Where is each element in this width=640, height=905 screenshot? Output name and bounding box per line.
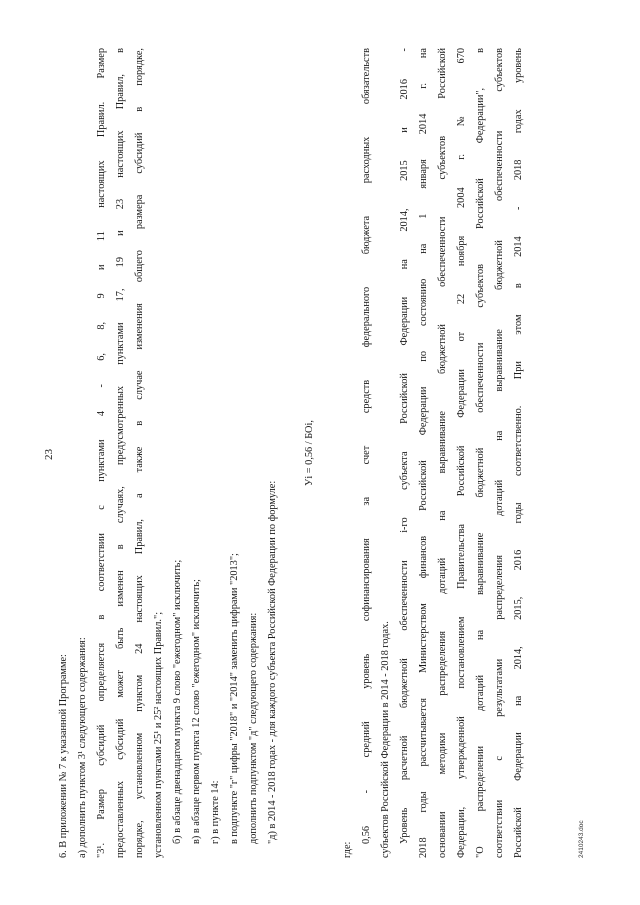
line-17: Уровень расчетной бюджетной обеспеченности i-го субъекта Российской Федерации на 2014, 2015 и 2016 - bbox=[399, 48, 410, 844]
line-4: предоставленных субсидий может быть изменен в случаях, предусмотренных пунктами 17, 19 и 23 настоящих Правил, в bbox=[115, 48, 126, 858]
line-15: 0,56 - средний уровень софинансирования за счет средств федерального бюджета расходных обязательств bbox=[361, 48, 372, 844]
line-16: субъектов Российской Федерации в 2014 - 2018 годах. bbox=[380, 621, 391, 858]
line-1: 6. В приложении № 7 к указанной Программе: bbox=[58, 654, 69, 858]
line-22: соответствии с результатами распределения дотаций на выравнивание бюджетной обеспеченности субъектов bbox=[494, 48, 505, 858]
formula: Уi = 0,56 / БОi, bbox=[304, 420, 315, 486]
line-21: "О распределении дотаций на выравнивание бюджетной обеспеченности субъектов Российской Федерации", в bbox=[475, 48, 486, 858]
line-9: г) в пункте 14: bbox=[210, 780, 221, 844]
line-7: б) в абзаце двенадцатом пункта 9 слово "ежегодном" исключить; bbox=[172, 559, 183, 844]
line-19: основании методики распределения дотаций на выравнивание бюджетной обеспеченности субъектов Российской bbox=[437, 48, 448, 858]
line-23: Российской Федерации на 2014, 2015, 2016 годы соответственно. При этом в 2014 - 2018 годах уровень bbox=[513, 48, 524, 858]
line-3: "3¹. Размер субсидий определяется в соответствии с пунктами 4 - 6, 8, 9 и 11 настоящих Правил. Размер bbox=[96, 48, 107, 858]
line-6: установленном пунктами 25¹ и 25² настоящих Правил."; bbox=[153, 611, 164, 858]
line-20: Федерации, утвержденной постановлением Правительства Российской Федерации от 22 ноября 2004 г. № 670 bbox=[456, 48, 467, 858]
document-id: 2410243.doc bbox=[578, 820, 585, 858]
line-2: а) дополнить пунктом 3¹ следующего содержания: bbox=[77, 637, 88, 858]
line-12: "д) в 2014 - 2018 годах - для каждого субъекта Российской Федерации по формуле: bbox=[267, 480, 278, 844]
line-where: где: bbox=[342, 841, 353, 858]
line-10: в подпункте "г" цифры "2018" и "2014" заменить цифрами "2013"; bbox=[229, 553, 240, 844]
line-5: порядке, установленном пунктом 24 настоящих Правил, а также в случае изменения общего размера субсидий в порядке, bbox=[134, 48, 145, 858]
line-18: 2018 годы рассчитывается Министерством финансов Российской Федерации по состоянию на 1 января 2014 г. на bbox=[418, 48, 429, 858]
line-8: в) в абзаце первом пункта 12 слово "ежегодном" исключить; bbox=[191, 579, 202, 844]
line-11: дополнить подпунктом "д" следующего содержания: bbox=[248, 612, 259, 844]
page-number: 23 bbox=[43, 449, 55, 460]
rotated-text-block bbox=[43, 48, 586, 858]
